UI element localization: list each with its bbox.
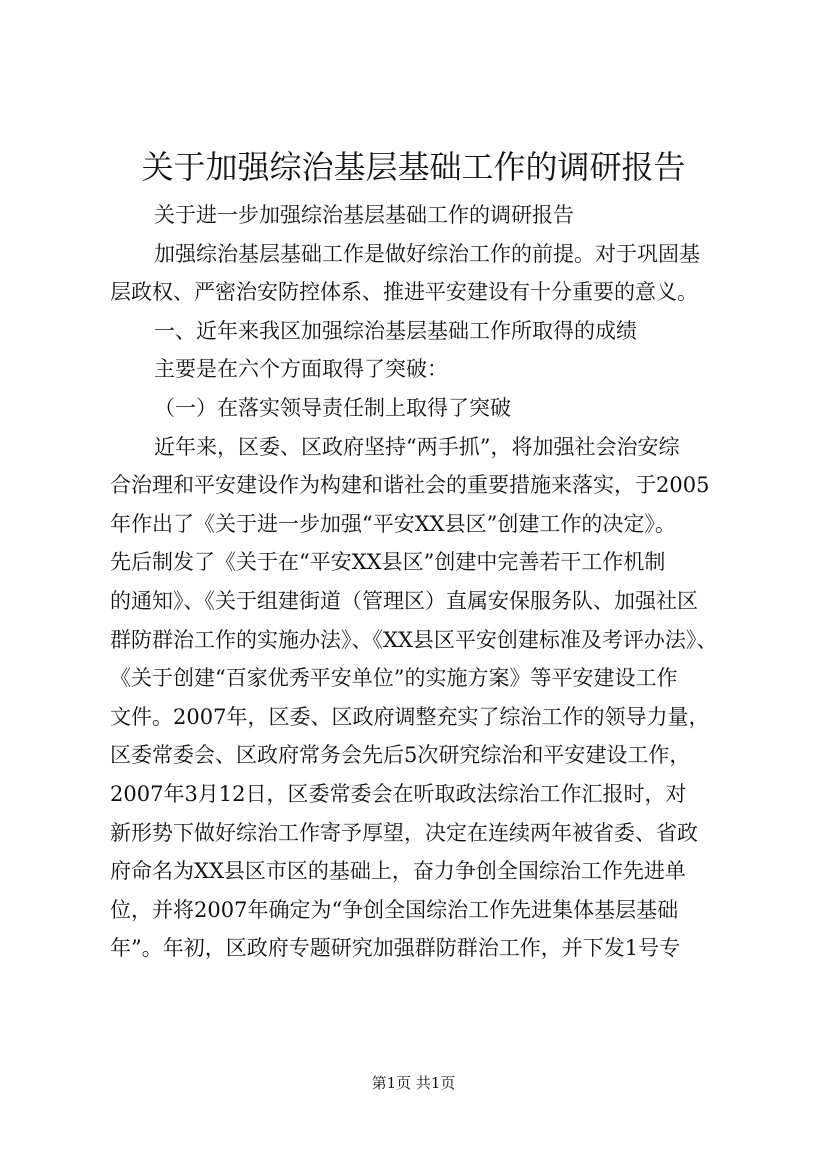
paragraph-line: 加强综治基层基础工作是做好综治工作的前提。对于巩固基 bbox=[154, 241, 700, 266]
paragraph-line: 区委常委会、区政府常务会先后5次研究综治和平安建设工作， bbox=[110, 743, 691, 768]
paragraph-line: 年”。年初，区政府专题研究加强群防群治工作，并下发1号专 bbox=[110, 936, 681, 961]
page-footer: 第1页 共1页 bbox=[371, 1074, 456, 1092]
section-heading: 一、近年来我区加强综治基层基础工作所取得的成绩 bbox=[154, 318, 637, 343]
subsection-heading: （一）在落实领导责任制上取得了突破 bbox=[154, 395, 511, 420]
paragraph-line: 先后制发了《关于在“平安XX县区”创建中完善若干工作机制 bbox=[110, 550, 666, 575]
paragraph-line: 文件。2007年，区委、区政府调整充实了综治工作的领导力量， bbox=[110, 704, 710, 729]
document-title: 关于加强综治基层基础工作的调研报告 bbox=[141, 148, 686, 186]
paragraph-line: 的通知》、《关于组建街道（管理区）直属安保服务队、加强社区 bbox=[110, 588, 698, 613]
paragraph-line: 合治理和平安建设作为构建和谐社会的重要措施来落实，于2005 bbox=[110, 473, 710, 498]
paragraph-line: 主要是在六个方面取得了突破： bbox=[154, 357, 448, 382]
paragraph-line: 位，并将2007年确定为“争创全国综治工作先进集体基层基础 bbox=[110, 897, 679, 922]
paragraph-line: 近年来，区委、区政府坚持“两手抓”，将加强社会治安综 bbox=[154, 434, 680, 459]
subtitle-line: 关于进一步加强综治基层基础工作的调研报告 bbox=[154, 203, 574, 227]
paragraph-line: 层政权、严密治安防控体系、推进平安建设有十分重要的意义。 bbox=[110, 280, 698, 305]
paragraph-line: 新形势下做好综治工作寄予厚望，决定在连续两年被省委、省政 bbox=[110, 820, 698, 845]
paragraph-line: 群防群治工作的实施办法》、《XX县区平安创建标准及考评办法》、 bbox=[110, 627, 718, 652]
paragraph-line: 府命名为XX县区市区的基础上，奋力争创全国综治工作先进单 bbox=[110, 859, 686, 884]
paragraph-line: 年作出了《关于进一步加强“平安XX县区”创建工作的决定》。 bbox=[110, 511, 676, 536]
paragraph-line: 《关于创建“百家优秀平安单位”的实施方案》等平安建设工作 bbox=[110, 666, 678, 691]
paragraph-line: 2007年3月12日，区委常委会在听取政法综治工作汇报时，对 bbox=[110, 781, 687, 806]
document-body bbox=[110, 196, 735, 968]
